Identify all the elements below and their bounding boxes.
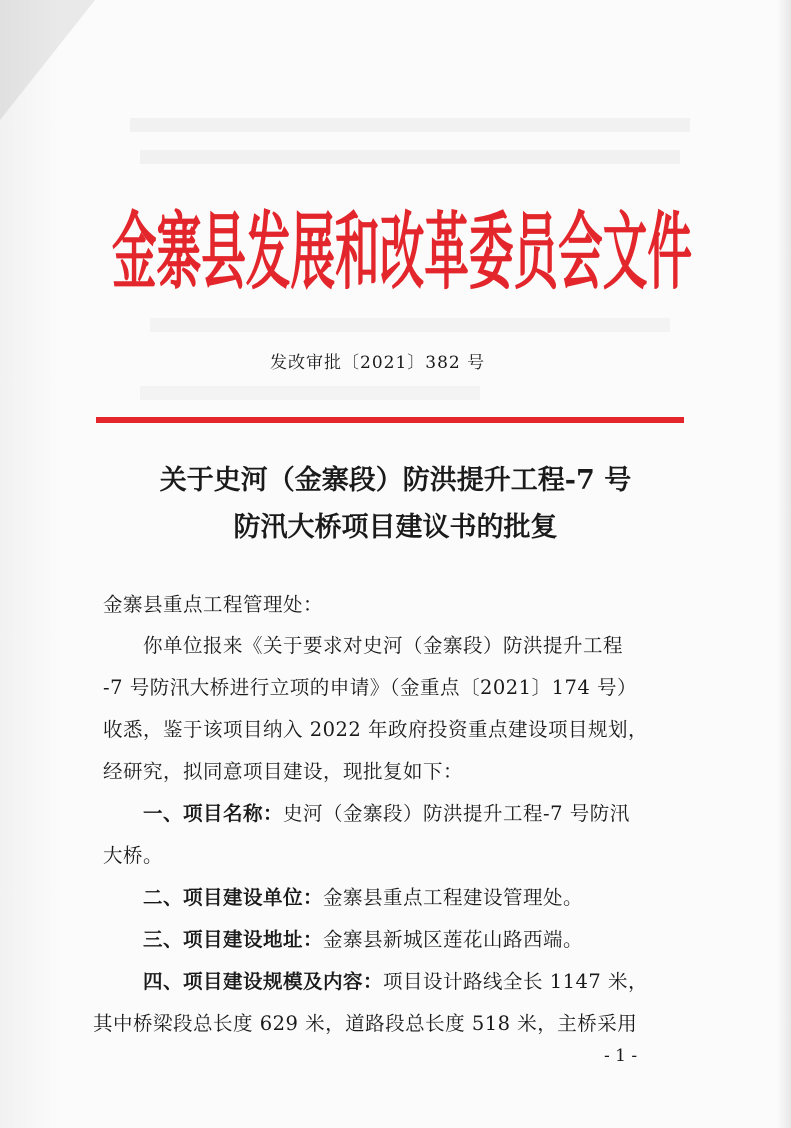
red-divider-line	[96, 417, 684, 423]
item-text: 史河（金寨段）防洪提升工程-7 号防汛	[283, 802, 630, 825]
item-project-name	[143, 798, 630, 826]
item-label: 一、项目名称：	[143, 802, 284, 825]
item-label: 三、项目建设地址：	[143, 928, 324, 951]
item-text: 项目设计路线全长 1147 米，	[383, 970, 649, 993]
item-construction-address	[143, 924, 583, 952]
item-continuation: 大桥。	[103, 844, 164, 867]
paragraph-line: 你单位报来《关于要求对史河（金寨段）防洪提升工程	[143, 634, 624, 657]
item-label: 二、项目建设单位：	[143, 886, 324, 909]
addressee: 金寨县重点工程管理处：	[103, 593, 324, 616]
bleed-through	[140, 386, 480, 400]
item-scale-content	[143, 966, 648, 994]
document-number: 发改审批〔2021〕382 号	[270, 353, 486, 373]
page-edge-shadow	[777, 0, 791, 1128]
item-text: 金寨县重点工程建设管理处。	[323, 886, 584, 909]
paragraph-line: 收悉，鉴于该项目纳入 2022 年政府投资重点建设项目规划，	[103, 718, 649, 741]
document-subject-line2: 防汛大桥项目建议书的批复	[233, 512, 558, 543]
page-shadow	[0, 0, 60, 1128]
bleed-through	[140, 150, 680, 164]
document-subject-line1: 关于史河（金寨段）防洪提升工程-7 号	[159, 465, 632, 496]
paragraph-line: 经研究，拟同意项目建设，现批复如下：	[103, 760, 464, 783]
bleed-through	[130, 118, 690, 132]
item-continuation: 其中桥梁段总长度 629 米，道路段总长度 518 米，主桥采用	[93, 1012, 638, 1035]
paragraph-line: -7 号防汛大桥进行立项的申请》（金重点〔2021〕174 号）	[103, 676, 637, 699]
page-number: - 1 -	[604, 1046, 638, 1066]
item-text: 金寨县新城区莲花山路西端。	[323, 928, 584, 951]
issuing-org-title: 金寨县发展和改革委员会文件	[112, 202, 693, 302]
item-label: 四、项目建设规模及内容：	[143, 970, 384, 993]
item-construction-unit	[143, 882, 583, 910]
